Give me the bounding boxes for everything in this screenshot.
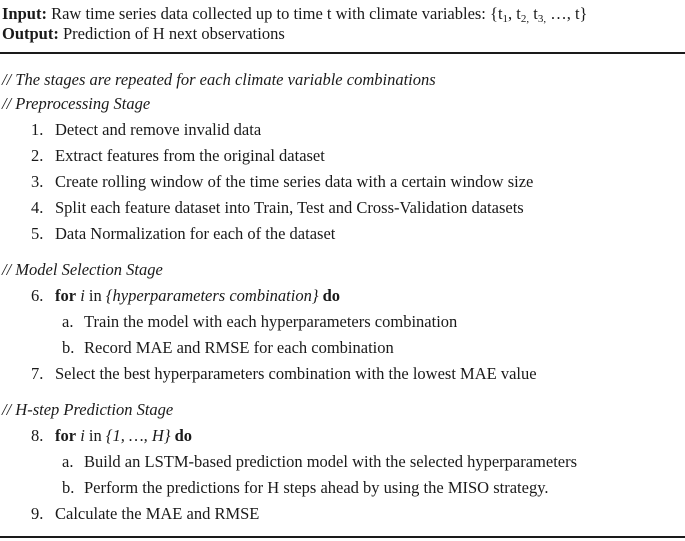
input-label: Input: — [2, 4, 47, 23]
bottom-rule — [0, 536, 685, 538]
step-8b: b. Perform the predictions for H steps ahead by using the MISO strategy. — [62, 478, 549, 497]
output-label: Output: — [2, 24, 59, 43]
step-9: 9. Calculate the MAE and RMSE — [31, 504, 260, 523]
output-line — [2, 24, 285, 44]
step-6a: a. Train the model with each hyperparameters combination — [62, 312, 458, 331]
step-7: 7. Select the best hyperparameters combination with the lowest MAE value — [31, 364, 537, 383]
input-text: Raw time series data collected up to time t with climate variables: {t — [51, 4, 503, 23]
step-8a: a. Build an LSTM-based prediction model with the selected hyperparameters — [62, 452, 578, 471]
step-2: 2. Extract features from the original dataset — [31, 146, 325, 165]
step-6: 6. for i in {hyperparameters combination} do — [31, 286, 340, 305]
top-rule — [0, 52, 685, 54]
step-5: 5. Data Normalization for each of the dataset — [31, 224, 336, 243]
hstep-comment: // H-step Prediction Stage — [2, 400, 174, 419]
input-line: Input: Raw time series data collected up to time t with climate variables: {$t_1$, $t_{2,}$ $t_{3,}$ …, t} — [2, 4, 588, 25]
preprocessing-comment: // Preprocessing Stage — [2, 94, 151, 113]
step-4: 4. Split each feature dataset into Train, Test and Cross-Validation datasets — [31, 198, 524, 217]
step-3: 3. Create rolling window of the time series data with a certain window size — [31, 172, 534, 191]
step-1: 1. Detect and remove invalid data — [31, 120, 262, 139]
repeat-comment: // The stages are repeated for each climate variable combinations — [2, 70, 436, 89]
model-selection-comment: // Model Selection Stage — [2, 260, 163, 279]
output-text: Prediction of H next observations — [62, 24, 285, 43]
step-6b: b. Record MAE and RMSE for each combination — [62, 338, 394, 357]
step-8: 8. for i in {1, …, H} do — [31, 426, 192, 445]
